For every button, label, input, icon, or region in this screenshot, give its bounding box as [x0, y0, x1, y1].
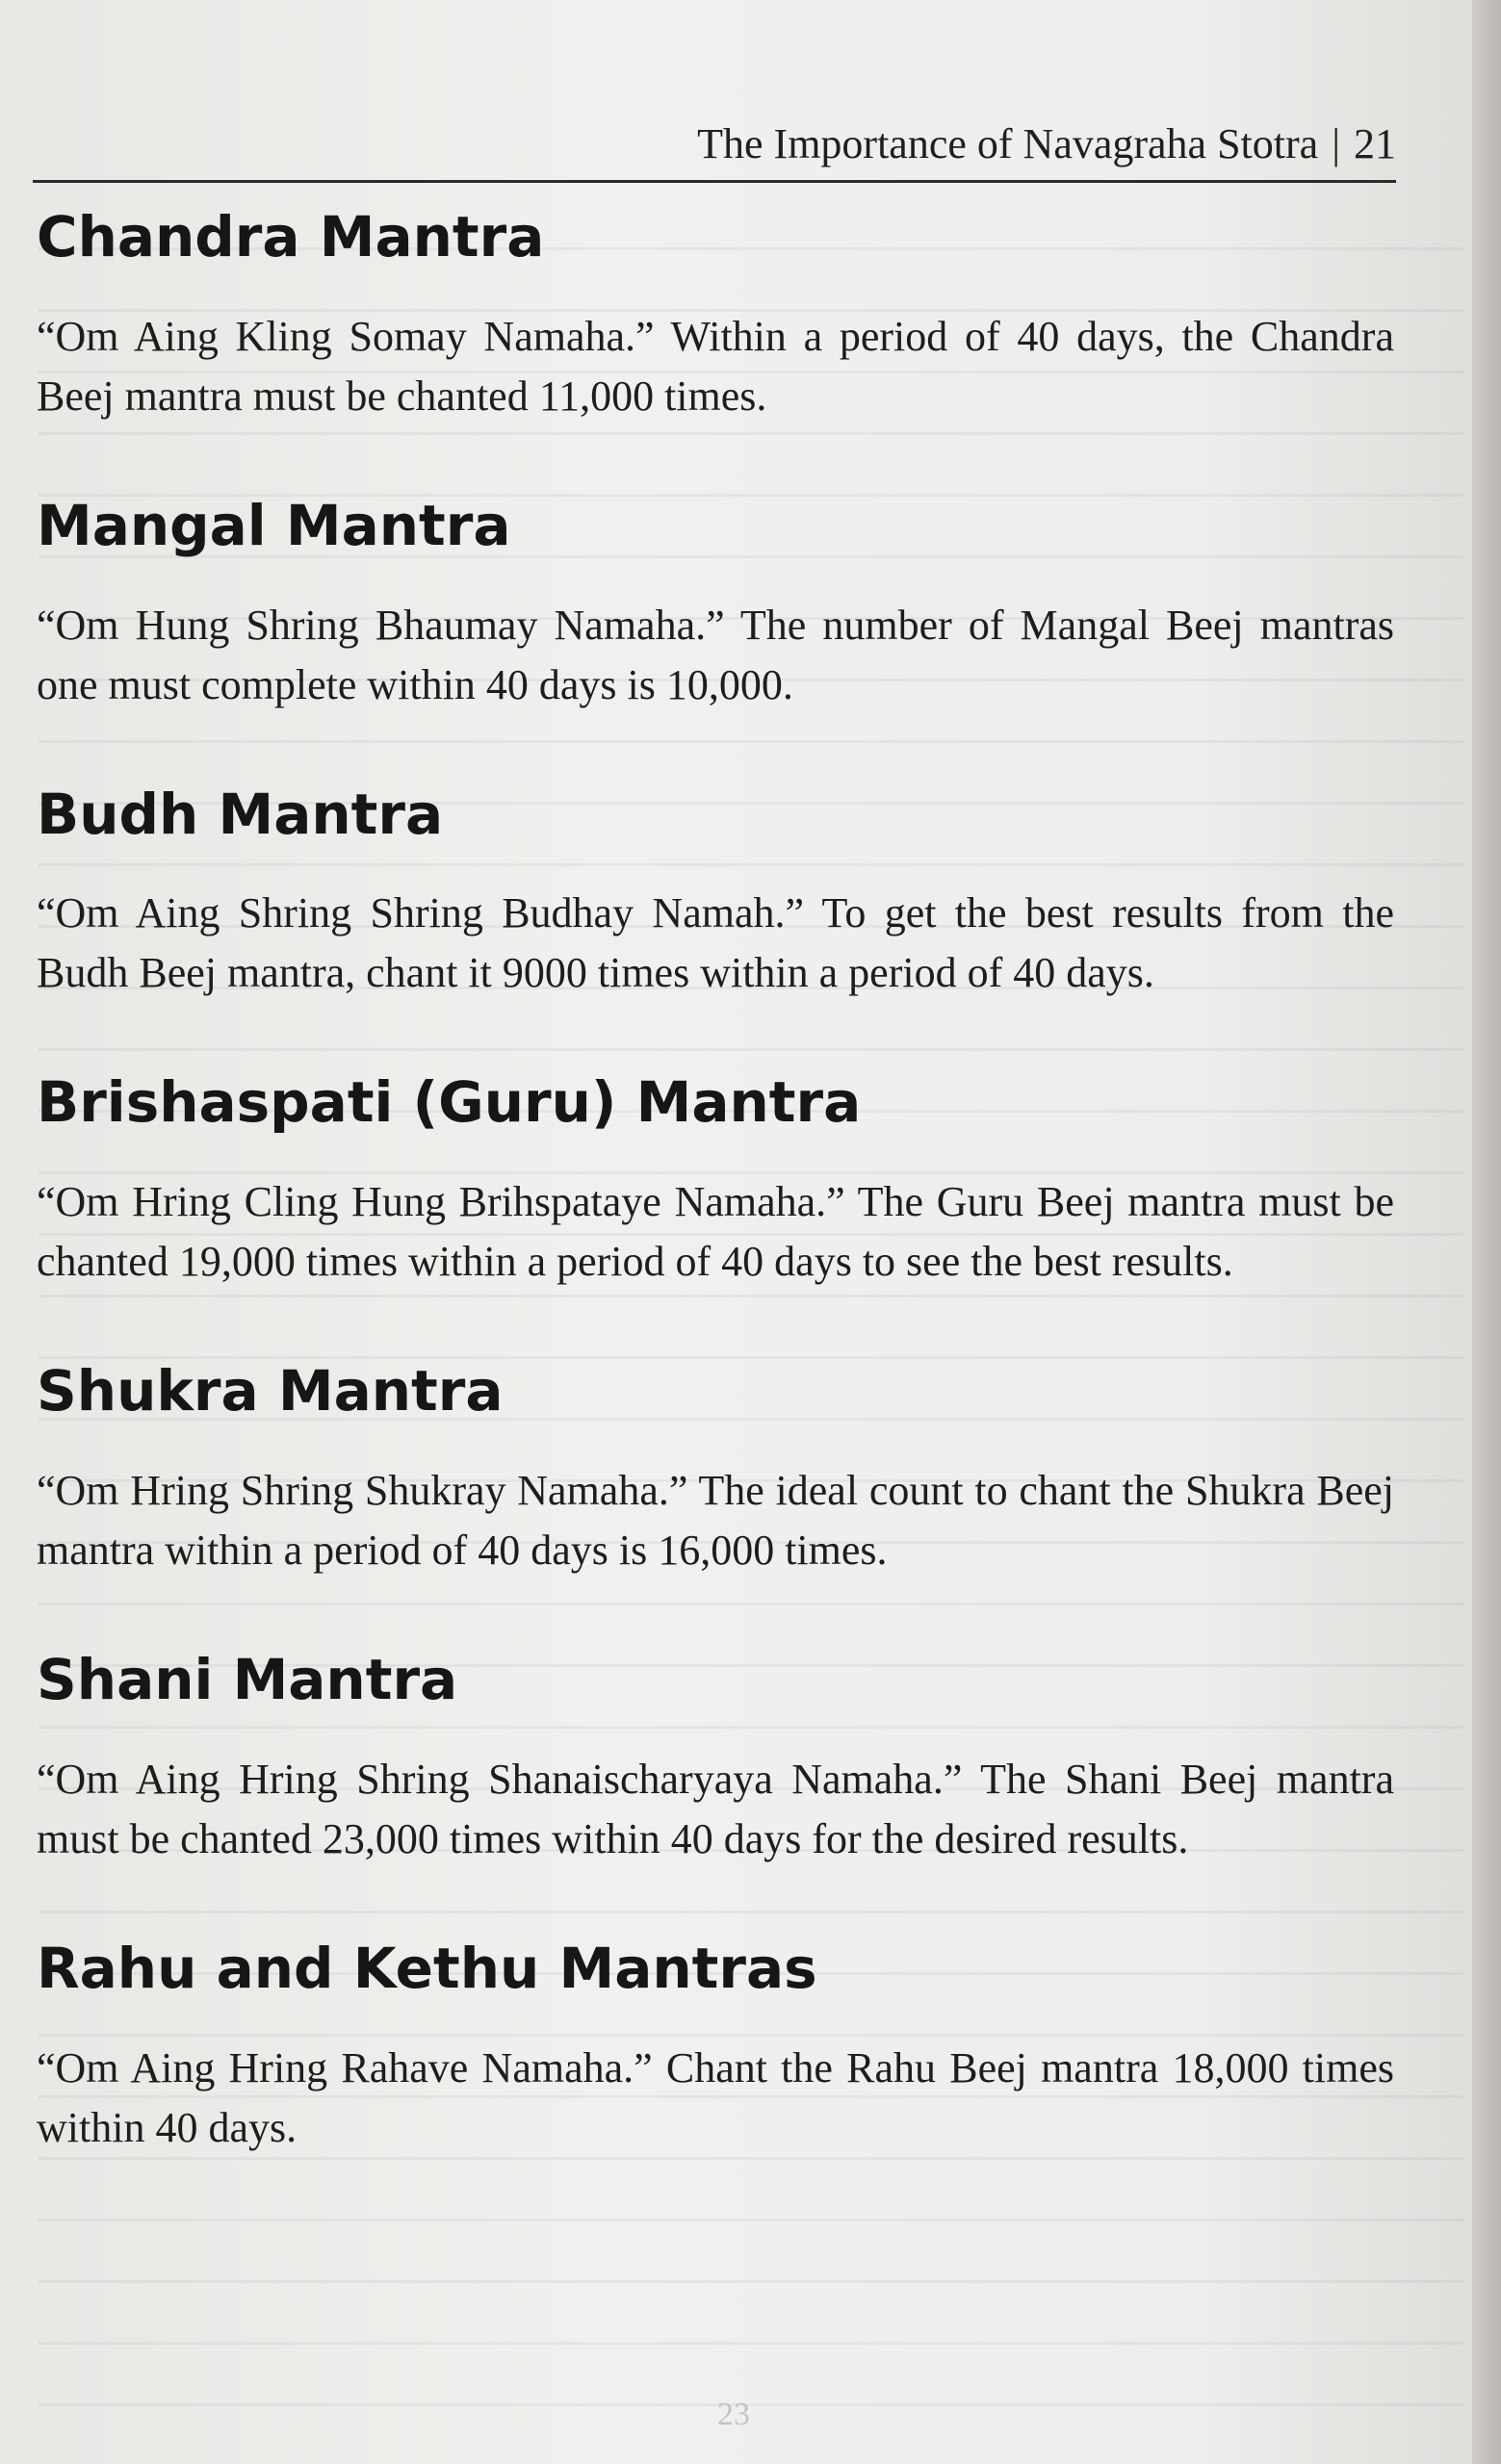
section-heading: Rahu and Kethu Mantras — [37, 1935, 817, 2001]
section-budh-mantra — [37, 781, 1394, 1004]
section-body: “Om Aing Kling Somay Namaha.” Within a period of 40 days, the Chandra Beej mantra must be chanted 11,000 times. — [37, 312, 1394, 420]
page-edge-shadow — [1472, 0, 1501, 2464]
section-mangal-mantra — [37, 492, 1394, 715]
section-brishaspati-mantra — [37, 1069, 1394, 1292]
section-body: “Om Hung Shring Bhaumay Namaha.” The number of Mangal Beej mantras one must complete within 40 days is 10,000. — [37, 601, 1394, 708]
section-rahu-kethu-mantras — [37, 1935, 1394, 2158]
running-header — [33, 106, 1396, 183]
section-body: “Om Aing Shring Shring Budhay Namah.” To get the best results from the Budh Beej mantra, chant it 9000 times within a period of 40 days. — [37, 889, 1394, 997]
section-heading: Shani Mantra — [37, 1646, 458, 1712]
section-chandra-mantra — [37, 204, 1394, 426]
page-content — [37, 204, 1394, 2227]
running-header-title: The Importance of Navagraha Stotra — [697, 120, 1319, 167]
section-heading: Shukra Mantra — [37, 1358, 504, 1424]
section-body: “Om Aing Hring Shring Shanaischaryaya Namaha.” The Shani Beej mantra must be chanted 23,000 times within 40 days for the desired results. — [37, 1755, 1394, 1862]
section-body: “Om Hring Cling Hung Brihspataye Namaha.” The Guru Beej mantra must be chanted 19,000 times within a period of 40 days to see the best results. — [37, 1178, 1394, 1286]
bleed-through-folio: 23 — [717, 2397, 750, 2432]
header-separator: | — [1332, 120, 1340, 167]
section-heading: Chandra Mantra — [37, 204, 545, 270]
section-heading: Budh Mantra — [37, 781, 444, 847]
section-heading: Brishaspati (Guru) Mantra — [37, 1069, 862, 1136]
section-shani-mantra — [37, 1646, 1394, 1869]
section-body: “Om Hring Shring Shukray Namaha.” The ideal count to chant the Shukra Beej mantra within a period of 40 days is 16,000 times. — [37, 1466, 1394, 1574]
section-shukra-mantra — [37, 1358, 1394, 1580]
section-heading: Mangal Mantra — [37, 492, 511, 558]
page-number: 21 — [1354, 120, 1396, 167]
section-body: “Om Aing Hring Rahave Namaha.” Chant the Rahu Beej mantra 18,000 times within 40 days. — [37, 2043, 1394, 2151]
